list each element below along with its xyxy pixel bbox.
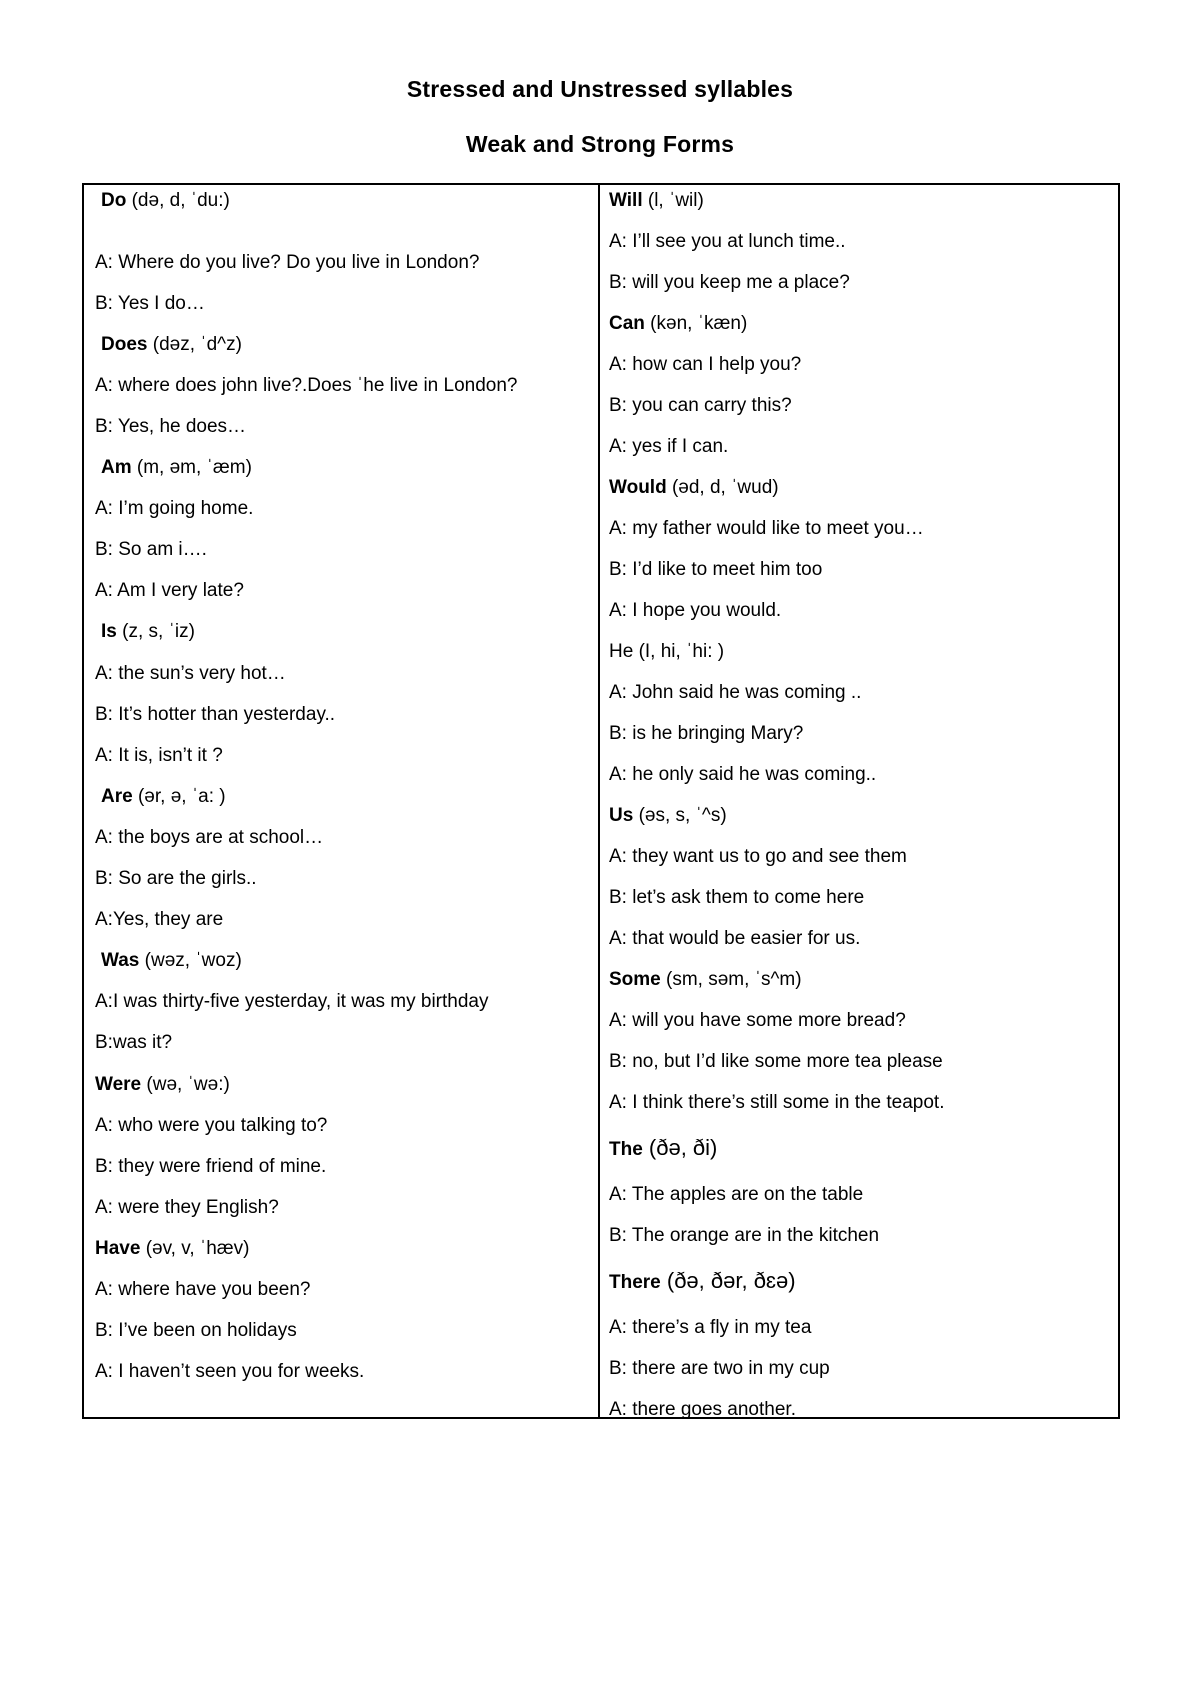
line-text: A: were they English?: [95, 1196, 279, 1218]
word-heading: [95, 1237, 250, 1261]
dialogue-line: [609, 886, 864, 910]
pronunciation: (ðə, ði): [642, 1135, 718, 1160]
pronunciation: (ər, ə, ˈa: ): [132, 785, 226, 807]
pronunciation: (m, əm, ˈæm): [131, 457, 252, 478]
pronunciation: (ðə, ðər, ðɛə): [660, 1268, 796, 1293]
dialogue-line: [609, 722, 803, 746]
dialogue-line: [609, 1398, 796, 1422]
dialogue-line: [95, 826, 323, 850]
dialogue-line: [95, 415, 246, 439]
line-text: A: It is, isn’t it ?: [95, 744, 223, 766]
word-label: Would: [609, 477, 667, 498]
word-label: Were: [95, 1073, 142, 1095]
line-text: B:was it?: [95, 1032, 173, 1054]
dialogue-line: [609, 1183, 863, 1207]
word-label: Does: [101, 333, 148, 355]
line-text: B: I’ve been on holidays: [95, 1320, 297, 1342]
word-label: Was: [101, 950, 140, 972]
line-text: B: let’s ask them to come here: [609, 887, 865, 908]
word-heading: [609, 968, 802, 992]
word-heading: [609, 804, 727, 828]
dialogue-line: [609, 435, 728, 459]
line-text: A: they want us to go and see them: [609, 846, 907, 867]
dialogue-line: [609, 640, 724, 664]
dialogue-line: [609, 927, 860, 951]
pronunciation: (l, ˈwil): [642, 190, 704, 211]
line-text: A: I hope you would.: [609, 600, 782, 621]
dialogue-line: [95, 908, 223, 932]
word-label: The: [609, 1139, 643, 1160]
dialogue-line: [609, 353, 801, 377]
line-text: A: there goes another.: [609, 1399, 796, 1420]
line-text: A: Am I very late?: [95, 580, 244, 602]
line-text: B: there are two in my cup: [609, 1358, 830, 1379]
dialogue-line: [95, 1114, 327, 1138]
dialogue-line: [95, 662, 286, 686]
line-text: B: they were friend of mine.: [95, 1155, 327, 1177]
word-label: Am: [101, 457, 132, 478]
dialogue-line: [95, 538, 207, 562]
dialogue-line: [95, 1196, 279, 1220]
line-text: B: Yes, he does…: [95, 415, 247, 437]
line-text: A: where have you been?: [95, 1279, 311, 1300]
word-label: Will: [609, 190, 643, 211]
line-text: B: So am i….: [95, 539, 207, 561]
line-text: A: I haven’t seen you for weeks.: [95, 1361, 365, 1383]
pronunciation: (z, s, ˈiz): [116, 621, 195, 643]
dialogue-line: [95, 579, 244, 603]
line-text: A: where does john live?.Does ˈhe live in London?: [95, 374, 518, 396]
dialogue-line: [95, 292, 205, 316]
line-text: A: I’m going home.: [95, 498, 254, 520]
dialogue-line: [609, 599, 781, 623]
line-text: B: The orange are in the kitchen: [609, 1225, 880, 1246]
word-heading: [101, 620, 195, 644]
dialogue-line: [609, 1091, 945, 1115]
word-heading: [101, 785, 226, 809]
dialogue-line: [95, 744, 223, 768]
line-text: A:I was thirty-five yesterday, it was my birthday: [95, 991, 489, 1013]
line-text: B: is he bringing Mary?: [609, 723, 804, 744]
line-text: A: I think there’s still some in the teapot.: [609, 1092, 945, 1113]
dialogue-line: [609, 271, 850, 295]
dialogue-line: [609, 558, 822, 582]
word-heading: [95, 1073, 230, 1097]
line-text: A: he only said he was coming..: [609, 764, 877, 785]
line-text: A: Where do you live? Do you live in London?: [95, 251, 480, 273]
word-heading: [101, 333, 242, 357]
line-text: B: no, but I’d like some more tea please: [609, 1051, 943, 1072]
dialogue-line: [95, 1155, 326, 1179]
word-label: Can: [609, 313, 645, 334]
line-text: He (I, hi, ˈhi: ): [609, 641, 725, 662]
word-label: Is: [101, 621, 117, 643]
line-text: A: there’s a fly in my tea: [609, 1317, 812, 1338]
dialogue-line: [95, 1360, 364, 1384]
pronunciation: (dəz, ˈd^z): [147, 333, 242, 355]
dialogue-line: [609, 1224, 879, 1248]
pronunciation: (kən, ˈkæn): [644, 313, 748, 334]
line-text: A: The apples are on the table: [609, 1184, 864, 1205]
line-text: A: the sun’s very hot…: [95, 662, 286, 684]
forms-table: [82, 183, 1120, 1419]
pronunciation: (əd, d, ˈwud): [666, 477, 779, 498]
word-label: Some: [609, 969, 661, 990]
dialogue-line: [609, 845, 907, 869]
line-text: A:Yes, they are: [95, 909, 224, 931]
dialogue-line: [95, 251, 479, 275]
line-text: A: who were you talking to?: [95, 1114, 328, 1136]
line-text: B: So are the girls..: [95, 868, 257, 889]
word-heading: [101, 189, 230, 213]
dialogue-line: [609, 681, 861, 705]
dialogue-line: [95, 497, 253, 521]
page-title: Stressed and Unstressed syllables: [406, 76, 794, 102]
word-heading: [101, 456, 252, 480]
dialogue-line: [609, 1316, 811, 1340]
dialogue-line: [95, 374, 518, 398]
line-text: B: Yes I do…: [95, 292, 205, 314]
dialogue-line: [95, 1278, 311, 1302]
word-label: There: [609, 1272, 661, 1293]
line-text: A: the boys are at school…: [95, 826, 324, 848]
word-heading: [609, 1136, 717, 1162]
pronunciation: (sm, səm, ˈs^m): [660, 969, 802, 990]
pronunciation: (də, d, ˈdu:): [126, 190, 230, 211]
line-text: A: will you have some more bread?: [609, 1010, 906, 1031]
word-label: Us: [609, 805, 634, 826]
line-text: B: I’d like to meet him too: [609, 559, 823, 580]
pronunciation: (wə, ˈwə:): [141, 1073, 230, 1095]
line-text: A: yes if I can.: [609, 436, 729, 457]
word-heading: [609, 312, 747, 336]
word-label: Have: [95, 1237, 141, 1259]
word-heading: [609, 476, 779, 500]
page-subtitle: Weak and Strong Forms: [465, 131, 735, 157]
word-heading: [609, 1269, 796, 1295]
dialogue-line: [95, 1319, 297, 1343]
pronunciation: (wəz, ˈwoz): [139, 950, 242, 972]
line-text: A: I’ll see you at lunch time..: [609, 231, 846, 252]
line-text: A: that would be easier for us.: [609, 928, 861, 949]
pronunciation: (əv, v, ˈhæv): [140, 1237, 250, 1259]
word-heading: [609, 189, 704, 213]
line-text: A: my father would like to meet you…: [609, 518, 924, 539]
dialogue-line: [609, 517, 924, 541]
dialogue-line: [609, 394, 792, 418]
word-heading: [101, 949, 242, 973]
word-label: Do: [101, 190, 127, 211]
dialogue-line: [95, 1031, 172, 1055]
column-divider: [598, 185, 600, 1417]
word-label: Are: [101, 785, 133, 807]
line-text: B: It’s hotter than yesterday..: [95, 703, 336, 725]
dialogue-line: [609, 763, 876, 787]
dialogue-line: [95, 703, 335, 727]
line-text: B: will you keep me a place?: [609, 272, 850, 293]
line-text: A: how can I help you?: [609, 354, 802, 375]
dialogue-line: [609, 1050, 943, 1074]
dialogue-line: [95, 867, 257, 891]
dialogue-line: [609, 230, 846, 254]
line-text: A: John said he was coming ..: [609, 682, 862, 703]
line-text: B: you can carry this?: [609, 395, 792, 416]
dialogue-line: [609, 1009, 906, 1033]
dialogue-line: [609, 1357, 830, 1381]
pronunciation: (əs, s, ˈ^s): [633, 805, 727, 826]
dialogue-line: [95, 990, 489, 1014]
